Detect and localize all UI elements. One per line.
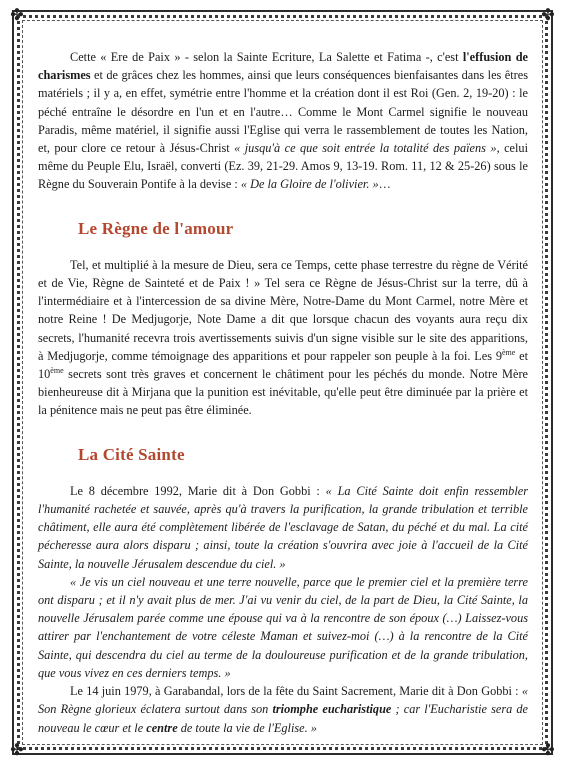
paragraph-cite-sainte-2: « Je vis un ciel nouveau et une terre nouvelle, parce que le premier ciel et la première terre ont disparu ; et il n'y avait plus de mer. J'ai vu venir du ciel, de la part de Dieu, la Cité Sainte, la nouvelle Jérusalem parée comme une épouse qui va à la rencontre de son époux (…) Laissez-vous attirer par l'enchantement de votre céleste Maman et suivez-moi (…) à la rencontre de la Cité Sainte, qui descendra du ciel au terme de la douloureuse purification et de la grande tribulation, que vous vivez en ces derniers temps. » (38, 574, 528, 680)
paragraph-cite-sainte-1: Le 8 décembre 1992, Marie dit à Don Gobbi : « La Cité Sainte doit enfin ressembler l'humanité rachetée et sauvée, après qu'à travers la purification, la grande tribulation et terrible châtiment, elle aura été complètement libérée de l'esclavage de Satan, du péché et du mal. La cité pécheresse aura alors disparu ; ainsi, toute la création s'ouvrira avec joie à l'accueil de la Cité Sainte, la nouvelle Jérusalem descendue du ciel. » (38, 483, 528, 571)
heading-regne-amour: Le Règne de l'amour (78, 218, 234, 238)
heading-cite-sainte: La Cité Sainte (78, 444, 185, 464)
corner-ornament-icon: ✤ (10, 740, 24, 759)
corner-ornament-icon: ✤ (541, 5, 555, 24)
document-body (38, 48, 528, 737)
corner-ornament-icon: ✤ (541, 740, 555, 759)
paragraph-ere-de-paix: Cette « Ere de Paix » - selon la Sainte Ecriture, La Salette et Fatima -, c'est l'effusion de charismes et de grâces chez les hommes, ainsi que leurs conséquences bienfaisantes dans les êtres matériels ; il y a, en effet, symétrie entre l'homme et la création dont il est Roi (Gen. 2, 19-20) : le péché entraîne le désordre en l'un et en l'autre… Comme le Mont Carmel signifie le nouveau Paradis, même matériel, il signifie aussi l'Eglise qui verra le rassemblement de toutes les Nation, et, pour clore ce retour à Jésus-Christ « jusqu'à ce que soit entrée la totalité des païens », celui même du Peuple Elu, Israël, converti (Ez. 39, 21-29. Amos 9, 13-19. Rom. 11, 12 & 25-26) sous le Règne du Souverain Pontife à la devise : « De la Gloire de l'olivier. »… (38, 50, 528, 192)
paragraph-cite-sainte-3: Le 14 juin 1979, à Garabandal, lors de la fête du Saint Sacrement, Marie dit à Don Gobbi : « Son Règne glorieux éclatera surtout dans son triomphe eucharistique ; car l'Eucharistie sera de nouveau le cœur et le centre de toute la vie de l'Eglise. » (38, 684, 529, 735)
paragraph-regne-amour: Tel, et multiplié à la mesure de Dieu, sera ce Temps, cette phase terrestre du règne de Vérité et de Vie, Règne de Sainteté et de Paix ! » Tel sera ce Règne de Jésus-Christ sur la terre, dû à l'intermédiaire et à l'intercession de sa divine Mère, Notre-Dame du Mont Carmel, notre Mère et notre Reine ! De Medjugorje, Note Dame a dit que lorsque chacun des voyants aura reçu dix secrets, l'humanité recevra trois avertissements suivis d'un signe visible sur le site des apparitions, à Medjugorje, comme témoignage des apparitions et pour rappeler son peuple à la foi. Les 9ème et 10ème secrets sont très graves et concernent le châtiment pour les péchés du monde. Notre Mère bienheureuse dit à Mirjana que la punition est inévitable, qu'elle peut être diminuée par la prière et la pénitence mais ne peut pas être éliminée. (38, 257, 528, 418)
corner-ornament-icon: ✤ (10, 5, 24, 24)
